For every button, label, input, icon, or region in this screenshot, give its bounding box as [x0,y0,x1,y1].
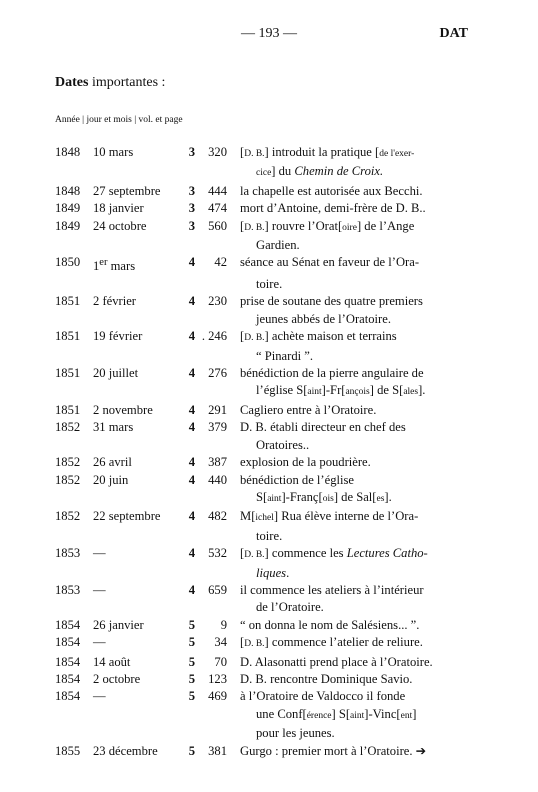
volume-cell [175,382,195,401]
event-cell: Oratoires.. [256,437,310,452]
volume-cell: 5 [188,689,195,704]
event-cell: cice] du Chemin de Croix. [256,164,384,179]
year-cell: 1851 [55,294,81,309]
date-cell: — [93,582,106,597]
page-cell [195,382,240,401]
event-cell: Gurgo : premier mort à l’Oratoire. ➔ [240,743,427,758]
year-cell [55,237,93,254]
event-cell: toire. [256,528,283,543]
volume-cell [175,706,195,725]
page-cell: 230 [208,294,227,309]
event-cell: [D. B.] rouvre l’Orat[oire] de l’Ange [240,218,415,233]
year-cell: 1854 [55,671,81,686]
page-cell [195,348,240,365]
year-cell: 1854 [55,689,81,704]
date-cell [93,163,175,182]
page-cell: 34 [214,635,227,650]
date-cell [93,276,175,293]
table-row-continuation [55,599,485,616]
event-cell: D. B. établi directeur en chef des [240,420,406,435]
page-cell: 482 [208,509,227,524]
date-cell [93,706,175,725]
volume-cell: 5 [188,743,195,758]
date-cell: 18 janvier [93,201,144,216]
year-cell: 1854 [55,617,81,632]
year-cell: 1849 [55,218,81,233]
date-cell [93,489,175,508]
page-cell: 9 [220,617,227,632]
volume-cell: 4 [188,582,195,597]
date-cell: 2 février [93,294,137,309]
year-cell: 1855 [55,743,81,758]
volume-cell: 3 [188,218,195,233]
event-cell: une Conf[érence] S[aint]-Vinc[ent] [256,706,417,721]
table-row [55,582,485,599]
event-cell: Cagliero entre à l’Oratoire. [240,402,377,417]
column-header: Année | jour et mois | vol. et page [55,115,183,125]
date-cell: 27 septembre [93,183,161,198]
page-cell [195,528,240,545]
date-cell: 20 juillet [93,366,139,381]
event-cell: explosion de la poudrière. [240,455,371,470]
year-cell [55,599,93,616]
table-row-continuation [55,276,485,293]
event-cell: [D. B.] introduit la pratique [de l'exer- [240,145,415,159]
page-cell [195,311,240,328]
volume-cell: 5 [188,635,195,650]
date-cell: 24 octobre [93,218,147,233]
date-cell: 26 avril [93,455,132,470]
year-cell: 1852 [55,509,81,524]
date-cell: 1er mars [93,257,136,274]
page-cell: 440 [208,472,227,487]
table-row [55,144,485,163]
section-title [55,75,165,91]
volume-cell [175,725,195,742]
table-row-continuation [55,706,485,725]
section-title-bold: Dates [55,75,89,90]
year-cell [55,276,93,293]
event-cell: [D. B.] commence l’atelier de reliure. [240,635,423,650]
date-cell [93,311,175,328]
year-cell [55,528,93,545]
year-cell: 1854 [55,635,81,650]
volume-cell: 4 [188,366,195,381]
volume-cell: 4 [188,329,195,344]
date-cell: — [93,546,106,561]
date-cell [93,599,175,616]
table-row [55,508,485,527]
table-row [55,634,485,653]
date-cell [93,725,175,742]
table-row-continuation [55,348,485,365]
year-cell: 1852 [55,472,81,487]
table-row [55,293,485,310]
volume-cell [175,311,195,328]
table-row-continuation [55,565,485,582]
table-row [55,365,485,382]
event-cell: à l’Oratoire de Valdocco il fonde [240,689,406,704]
page-cell: 291 [208,402,227,417]
page-cell: 379 [208,420,227,435]
year-cell: 1852 [55,420,81,435]
table-row [55,183,485,200]
table-row-continuation [55,437,485,454]
date-cell: 19 février [93,329,143,344]
volume-cell: 4 [188,455,195,470]
date-cell: 2 octobre [93,671,141,686]
table-row-continuation [55,382,485,401]
volume-cell [175,599,195,616]
volume-cell [175,528,195,545]
date-cell [93,382,175,401]
page-cell: 381 [208,743,227,758]
section-title-rest: importantes : [88,75,166,90]
year-cell [55,565,93,582]
year-cell [55,489,93,508]
event-cell: toire. [256,277,283,292]
volume-cell [175,237,195,254]
page-cell: 70 [214,654,227,669]
page-cell: 387 [208,455,227,470]
table-row [55,545,485,564]
date-cell: — [93,689,106,704]
year-cell [55,725,93,742]
year-cell: 1850 [55,255,81,270]
date-cell: — [93,635,106,650]
event-cell: “ on donna le nom de Salésiens... ”. [240,617,420,632]
volume-cell: 4 [188,509,195,524]
event-cell: Gardien. [256,238,300,253]
event-cell: il commence les ateliers à l’intérieur [240,582,424,597]
date-cell: 26 janvier [93,617,144,632]
table-row [55,688,485,705]
page-cell: 42 [214,255,227,270]
date-cell [93,437,175,454]
volume-cell: 5 [188,617,195,632]
table-row-continuation [55,528,485,545]
volume-cell: 4 [188,546,195,561]
table-row [55,472,485,489]
table-row [55,671,485,688]
page-cell: 320 [208,145,227,159]
year-cell [55,163,93,182]
page-cell: 444 [208,183,227,198]
volume-cell [175,348,195,365]
volume-cell: 4 [188,402,195,417]
volume-cell: 3 [188,183,195,198]
page-cell: 123 [208,671,227,686]
year-cell [55,311,93,328]
page-cell [195,565,240,582]
running-head: DAT [439,26,468,41]
event-cell: jeunes abbés de l’Oratoire. [256,311,391,326]
event-cell: D. B. rencontre Dominique Savio. [240,671,413,686]
event-cell: bénédiction de l’église [240,472,355,487]
page-cell: 659 [208,582,227,597]
volume-cell: 4 [188,255,195,270]
table-row [55,654,485,671]
year-cell: 1852 [55,455,81,470]
date-cell [93,565,175,582]
page-cell [195,725,240,742]
year-cell: 1854 [55,654,81,669]
volume-cell [175,437,195,454]
volume-cell: 3 [188,201,195,216]
table-row [55,454,485,471]
event-cell: l’église S[aint]-Fr[ançois] de S[ales]. [256,383,426,398]
year-cell: 1851 [55,329,81,344]
year-cell: 1848 [55,183,81,198]
table-row [55,200,485,217]
table-row-continuation [55,725,485,742]
volume-cell [175,163,195,182]
volume-cell: 3 [188,145,195,159]
year-cell [55,348,93,365]
volume-cell [175,489,195,508]
year-cell [55,437,93,454]
volume-cell: 4 [188,294,195,309]
year-cell [55,706,93,725]
page-header [0,26,538,46]
page-number: — 193 — [241,26,297,41]
page-cell: 560 [208,218,227,233]
event-cell: [D. B.] achète maison et terrains [240,329,397,344]
date-cell [93,348,175,365]
table-row [55,218,485,237]
page-cell: . 246 [201,329,227,344]
event-cell: M[ichel] Rua élève interne de l’Ora- [240,509,419,524]
year-cell: 1849 [55,201,81,216]
date-cell: 22 septembre [93,509,161,524]
table-row [55,402,485,419]
table-row [55,743,485,760]
page-cell [195,489,240,508]
date-cell [93,528,175,545]
date-cell: 10 mars [93,145,134,159]
table-row [55,254,485,276]
volume-cell: 5 [188,654,195,669]
volume-cell [175,276,195,293]
volume-cell: 4 [188,420,195,435]
volume-cell: 4 [188,472,195,487]
page-cell [195,437,240,454]
year-cell [55,382,93,401]
date-cell: 14 août [93,654,131,669]
event-cell: liques. [256,565,290,580]
date-cell [93,237,175,254]
page-cell: 532 [208,546,227,561]
table-row-continuation [55,163,485,182]
event-cell: S[aint]-Franç[ois] de Sal[es]. [256,489,392,504]
table-row [55,328,485,347]
volume-cell [175,565,195,582]
page-cell [195,237,240,254]
date-cell: 31 mars [93,420,134,435]
page-cell [195,706,240,725]
year-cell: 1851 [55,402,81,417]
year-cell: 1853 [55,582,81,597]
event-cell: mort d’Antoine, demi-frère de D. B.. [240,201,426,216]
date-cell: 2 novembre [93,402,153,417]
event-cell: D. Alasonatti prend place à l’Oratoire. [240,654,433,669]
table-row-continuation [55,311,485,328]
dates-table [55,144,485,760]
page-cell: 276 [208,366,227,381]
date-cell: 23 décembre [93,743,158,758]
event-cell: pour les jeunes. [256,726,335,741]
event-cell: la chapelle est autorisée aux Becchi. [240,183,423,198]
date-cell: 20 juin [93,472,129,487]
page-cell: 474 [208,201,227,216]
page-cell: 469 [208,689,227,704]
table-row [55,419,485,436]
event-cell: “ Pinardi ”. [256,348,314,363]
page-cell [195,599,240,616]
table-row-continuation [55,489,485,508]
event-cell: [D. B.] commence les Lectures Catho- [240,546,428,561]
year-cell: 1853 [55,546,81,561]
year-cell: 1848 [55,145,81,159]
event-cell: prise de soutane des quatre premiers [240,294,423,309]
table-row-continuation [55,237,485,254]
event-cell: bénédiction de la pierre angulaire de [240,366,424,381]
table-row [55,617,485,634]
page-cell [195,276,240,293]
year-cell: 1851 [55,366,81,381]
volume-cell: 5 [188,671,195,686]
page-cell [195,163,240,182]
event-cell: de l’Oratoire. [256,600,324,615]
event-cell: séance au Sénat en faveur de l’Ora- [240,255,420,270]
